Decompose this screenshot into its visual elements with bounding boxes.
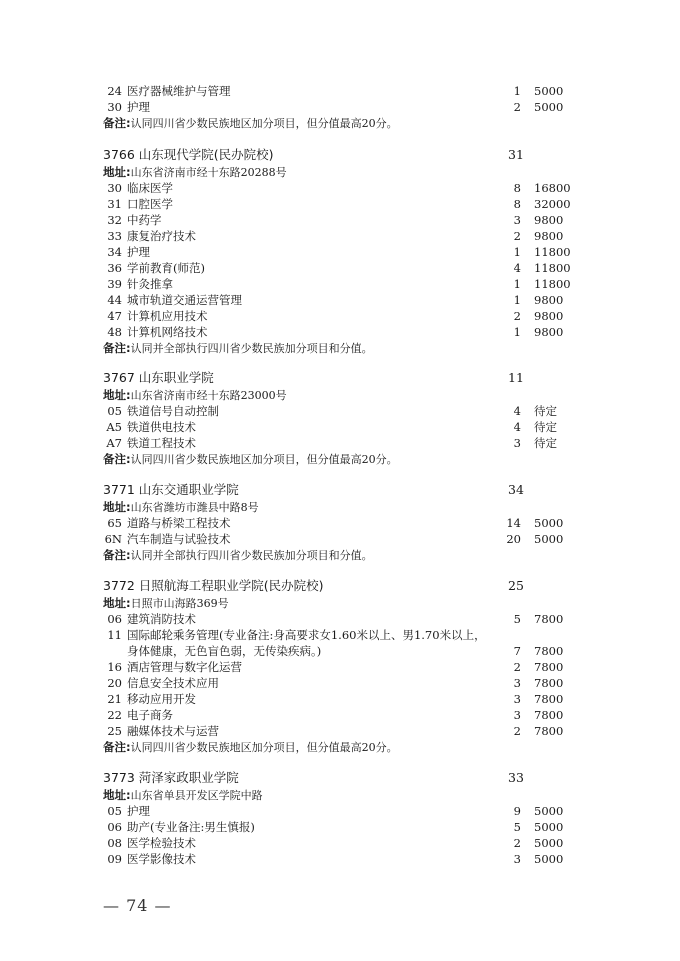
- major-row: [0, 707, 680, 723]
- address-text: 日照市山海路369号: [130, 597, 229, 610]
- major-name: 口腔医学: [127, 197, 173, 211]
- major-code: 06: [107, 612, 122, 626]
- major-code: 05: [107, 404, 122, 418]
- remark-line: [103, 340, 373, 356]
- major-code: 25: [107, 724, 122, 738]
- remark-label: 备注:: [103, 341, 131, 355]
- major-name: 道路与桥梁工程技术: [127, 516, 231, 530]
- major-code: 09: [107, 852, 122, 866]
- major-row: [0, 675, 680, 691]
- major-code: 22: [107, 708, 122, 722]
- enrollment-count: 2: [513, 100, 521, 114]
- major-row: [0, 83, 680, 99]
- enrollment-count: 1: [513, 245, 521, 259]
- tuition-fee: 5000: [534, 836, 564, 850]
- tuition-fee: 7800: [534, 676, 564, 690]
- address-label: 地址:: [103, 165, 131, 179]
- address-label: 地址:: [103, 388, 131, 402]
- tuition-fee: 7800: [534, 660, 564, 674]
- major-name: 铁道工程技术: [127, 436, 196, 450]
- enrollment-count: 4: [513, 261, 521, 275]
- major-row: [0, 435, 680, 451]
- major-name: 铁道供电技术: [127, 420, 196, 434]
- remark-line: [103, 547, 373, 563]
- major-row: [0, 723, 680, 739]
- major-row: [0, 531, 680, 547]
- enrollment-count: 2: [513, 229, 521, 243]
- enrollment-count: 14: [506, 516, 521, 530]
- major-row: [0, 611, 680, 627]
- major-row: [0, 851, 680, 867]
- major-row: [0, 691, 680, 707]
- major-row: [0, 276, 680, 292]
- address-label: 地址:: [103, 500, 131, 514]
- major-name: 医疗器械维护与管理: [127, 84, 231, 98]
- major-code: 24: [107, 84, 122, 98]
- enrollment-count: 2: [513, 724, 521, 738]
- tuition-fee: 5000: [534, 84, 564, 98]
- tuition-fee: 待定: [534, 420, 557, 434]
- address-text: 山东省济南市经十东路20288号: [130, 166, 287, 179]
- major-row: [0, 228, 680, 244]
- major-name: 康复治疗技术: [127, 229, 196, 243]
- major-row: [0, 260, 680, 276]
- major-name: 计算机网络技术: [127, 325, 208, 339]
- major-code: 08: [107, 836, 122, 850]
- major-name: 铁道信号自动控制: [127, 404, 219, 418]
- school-header: 3767 山东职业学院: [103, 370, 214, 385]
- tuition-fee: 7800: [534, 644, 564, 658]
- enrollment-count: 2: [513, 309, 521, 323]
- enrollment-count: 5: [513, 612, 521, 626]
- major-name: 酒店管理与数字化运营: [127, 660, 242, 674]
- major-name: 信息安全技术应用: [127, 676, 219, 690]
- remark-line: [103, 451, 398, 467]
- remark-text: 认同四川省少数民族地区加分项目，但分值最高20分。: [130, 117, 398, 130]
- major-name: 电子商务: [127, 708, 173, 722]
- major-code: A5: [106, 420, 122, 434]
- enrollment-count: 8: [513, 181, 521, 195]
- major-code: 48: [107, 325, 122, 339]
- tuition-fee: 5000: [534, 532, 564, 546]
- school-address: [103, 595, 229, 611]
- remark-text: 认同并全部执行四川省少数民族加分项目和分值。: [130, 342, 373, 355]
- major-row: [0, 292, 680, 308]
- remark-line: [103, 115, 398, 131]
- tuition-fee: 待定: [534, 436, 557, 450]
- major-name: 城市轨道交通运营管理: [127, 293, 242, 307]
- enrollment-count: 2: [513, 660, 521, 674]
- address-text: 山东省单县开发区学院中路: [130, 789, 263, 802]
- major-row: [0, 308, 680, 324]
- remark-text: 认同四川省少数民族地区加分项目，但分值最高20分。: [130, 453, 398, 466]
- enrollment-count: 1: [513, 277, 521, 291]
- school-address: [103, 387, 287, 403]
- major-code: 6N: [104, 532, 122, 546]
- major-name: 助产(专业备注:男生慎报): [127, 820, 255, 834]
- major-code: 33: [107, 229, 122, 243]
- major-name: 移动应用开发: [127, 692, 196, 706]
- tuition-fee: 9800: [534, 325, 564, 339]
- major-code: 06: [107, 820, 122, 834]
- major-code: 21: [107, 692, 122, 706]
- tuition-fee: 7800: [534, 692, 564, 706]
- major-code: 47: [107, 309, 122, 323]
- major-name: 临床医学: [127, 181, 173, 195]
- major-row: [0, 180, 680, 196]
- major-code: 30: [107, 100, 122, 114]
- enrollment-count: 5: [513, 820, 521, 834]
- major-code: 31: [107, 197, 122, 211]
- remark-text: 认同并全部执行四川省少数民族加分项目和分值。: [130, 549, 373, 562]
- remark-text: 认同四川省少数民族地区加分项目，但分值最高20分。: [130, 741, 398, 754]
- major-name: 国际邮轮乘务管理(专业备注:身高要求女1.60米以上、男1.70米以上，身体健康，无色盲色弱，无传染疾病。): [127, 628, 486, 658]
- tuition-fee: 32000: [534, 197, 571, 211]
- major-code: 20: [107, 676, 122, 690]
- major-name: 医学影像技术: [127, 852, 196, 866]
- enrollment-count: 3: [513, 436, 521, 450]
- school-header: 3771 山东交通职业学院: [103, 482, 239, 497]
- tuition-fee: 5000: [534, 516, 564, 530]
- major-code: 16: [107, 660, 122, 674]
- major-name: 护理: [127, 245, 150, 259]
- school-address: [103, 787, 263, 803]
- address-text: 山东省潍坊市潍县中路8号: [130, 501, 259, 514]
- tuition-fee: 9800: [534, 293, 564, 307]
- school-header: 3766 山东现代学院(民办院校): [103, 147, 274, 162]
- enrollment-count: 4: [513, 420, 521, 434]
- tuition-fee: 5000: [534, 804, 564, 818]
- tuition-fee: 7800: [534, 708, 564, 722]
- major-code: A7: [106, 436, 122, 450]
- enrollment-count: 3: [513, 852, 521, 866]
- major-row: [0, 835, 680, 851]
- major-name: 医学检验技术: [127, 836, 196, 850]
- remark-label: 备注:: [103, 452, 131, 466]
- major-name: 融媒体技术与运营: [127, 724, 219, 738]
- remark-line: [103, 739, 398, 755]
- tuition-fee: 5000: [534, 852, 564, 866]
- school-address: [103, 164, 287, 180]
- tuition-fee: 9800: [534, 309, 564, 323]
- remark-label: 备注:: [103, 548, 131, 562]
- address-label: 地址:: [103, 596, 131, 610]
- major-code: 32: [107, 213, 122, 227]
- enrollment-count: 3: [513, 708, 521, 722]
- major-code: 36: [107, 261, 122, 275]
- major-row: [0, 196, 680, 212]
- major-code: 34: [107, 245, 122, 259]
- address-text: 山东省济南市经十东路23000号: [130, 389, 287, 402]
- major-row: [0, 403, 680, 419]
- enrollment-count: 8: [513, 197, 521, 211]
- major-row: [0, 99, 680, 115]
- tuition-fee: 5000: [534, 100, 564, 114]
- major-row: [0, 515, 680, 531]
- tuition-fee: 5000: [534, 820, 564, 834]
- school-address: [103, 499, 259, 515]
- major-row: [0, 819, 680, 835]
- enrollment-count: 4: [513, 404, 521, 418]
- major-row: [0, 212, 680, 228]
- remark-label: 备注:: [103, 116, 131, 130]
- school-header: 3773 菏泽家政职业学院: [103, 770, 239, 785]
- tuition-fee: 7800: [534, 724, 564, 738]
- enrollment-count: 20: [506, 532, 521, 546]
- school-total: 25: [508, 578, 524, 593]
- school-header: 3772 日照航海工程职业学院(民办院校): [103, 578, 324, 593]
- major-name: 护理: [127, 804, 150, 818]
- enrollment-count: 1: [513, 325, 521, 339]
- major-code: 30: [107, 181, 122, 195]
- enrollment-count: 2: [513, 836, 521, 850]
- major-row: [0, 324, 680, 340]
- major-name: 汽车制造与试验技术: [127, 532, 231, 546]
- school-total: 34: [508, 482, 524, 497]
- school-total: 11: [508, 370, 524, 385]
- enrollment-count: 7: [513, 644, 521, 658]
- major-name: 学前教育(师范): [127, 261, 205, 275]
- tuition-fee: 7800: [534, 612, 564, 626]
- page-number: — 74 —: [103, 896, 172, 915]
- tuition-fee: 9800: [534, 229, 564, 243]
- school-total: 31: [508, 147, 524, 162]
- major-name: 针灸推拿: [127, 277, 173, 291]
- major-name: 建筑消防技术: [127, 612, 196, 626]
- major-name: 计算机应用技术: [127, 309, 208, 323]
- enrollment-count: 3: [513, 676, 521, 690]
- tuition-fee: 11800: [534, 245, 571, 259]
- major-row: [0, 627, 680, 658]
- major-code: 44: [107, 293, 122, 307]
- major-code: 05: [107, 804, 122, 818]
- tuition-fee: 11800: [534, 261, 571, 275]
- enrollment-count: 3: [513, 692, 521, 706]
- school-total: 33: [508, 770, 524, 785]
- enrollment-count: 1: [513, 84, 521, 98]
- major-row: [0, 419, 680, 435]
- tuition-fee: 9800: [534, 213, 564, 227]
- enrollment-count: 9: [513, 804, 521, 818]
- enrollment-count: 3: [513, 213, 521, 227]
- major-row: [0, 244, 680, 260]
- major-row: [0, 659, 680, 675]
- major-code: 65: [107, 516, 122, 530]
- tuition-fee: 待定: [534, 404, 557, 418]
- major-name: 护理: [127, 100, 150, 114]
- major-row: [0, 803, 680, 819]
- tuition-fee: 16800: [534, 181, 571, 195]
- major-name: 中药学: [127, 213, 162, 227]
- tuition-fee: 11800: [534, 277, 571, 291]
- enrollment-count: 1: [513, 293, 521, 307]
- address-label: 地址:: [103, 788, 131, 802]
- remark-label: 备注:: [103, 740, 131, 754]
- major-code: 39: [107, 277, 122, 291]
- major-code: 11: [107, 628, 122, 642]
